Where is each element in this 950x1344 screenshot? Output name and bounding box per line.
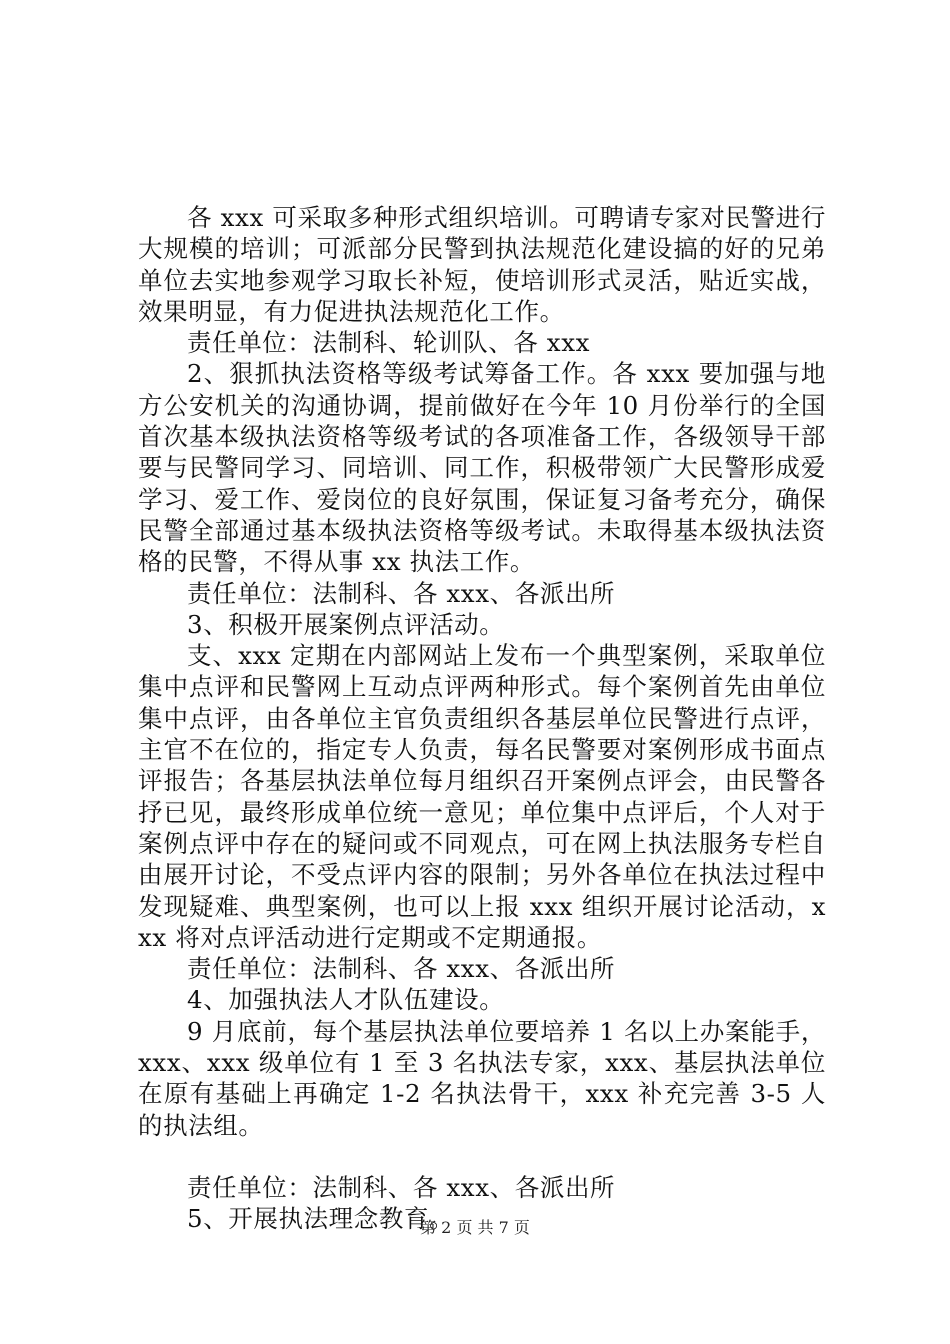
paragraph-responsible-units-1: 责任单位：法制科、轮训队、各 xxx	[187, 328, 591, 358]
paragraph-item-2-qualification-exam: 2、狠抓执法资格等级考试筹备工作。各 xxx 要加强与地方公安机关的沟通协调，提前做好在今年 10 月份举行的全国首次基本级执法资格等级考试的各项准备工作，各级领导干部要与民警同学习、同培训、同工作，积极带领广大民警形成爱学习、爱工作、爱岗位的良好氛围，保证复习备考充分，确保民警全部通过基本级执法资格等级考试。未取得基本级执法资格的民警，不得从事 xx 执法工作。	[138, 359, 826, 577]
paragraph-item-3-heading: 3、积极开展案例点评活动。	[187, 609, 505, 639]
document-body	[138, 202, 826, 1235]
paragraph-training-forms: 各 xxx 可采取多种形式组织培训。可聘请专家对民警进行大规模的培训；可派部分民警到执法规范化建设搞的好的兄弟单位去实地参观学习取长补短，使培训形式灵活，贴近实战，效果明显，有力促进执法规范化工作。	[138, 203, 826, 326]
paragraph-responsible-units-4: 责任单位：法制科、各 xxx、各派出所	[187, 1172, 616, 1202]
paragraph-talent-building: 9 月底前，每个基层执法单位要培养 1 名以上办案能手，xxx、xxx 级单位有 1 至 3 名执法专家，xxx、基层执法单位在原有基础上再确定 1-2 名执法骨干，xxx 补充完善 3-5 人的执法组。	[138, 1016, 826, 1140]
paragraph-case-review: 支、xxx 定期在内部网站上发布一个典型案例，采取单位集中点评和民警网上互动点评两种形式。每个案例首先由单位集中点评，由各单位主官负责组织各基层单位民警进行点评，主官不在位的，指定专人负责，每名民警要对案例形成书面点评报告；各基层执法单位每月组织召开案例点评会，由民警各抒已见，最终形成单位统一意见；单位集中点评后，个人对于案例点评中存在的疑问或不同观点，可在网上执法服务专栏自由展开讨论，不受点评内容的限制；另外各单位在执法过程中发现疑难、典型案例，也可以上报 xxx 组织开展讨论活动，xxx 将对点评活动进行定期或不定期通报。	[138, 641, 826, 952]
paragraph-responsible-units-3: 责任单位：法制科、各 xxx、各派出所	[187, 954, 616, 984]
paragraph-item-5-heading: 5、开展执法理念教育。	[187, 1204, 455, 1234]
paragraph-responsible-units-2: 责任单位：法制科、各 xxx、各派出所	[187, 578, 616, 608]
paragraph-item-4-heading: 4、加强执法人才队伍建设。	[187, 985, 505, 1015]
page-number-footer: 第 2 页 共 7 页	[420, 1218, 530, 1237]
